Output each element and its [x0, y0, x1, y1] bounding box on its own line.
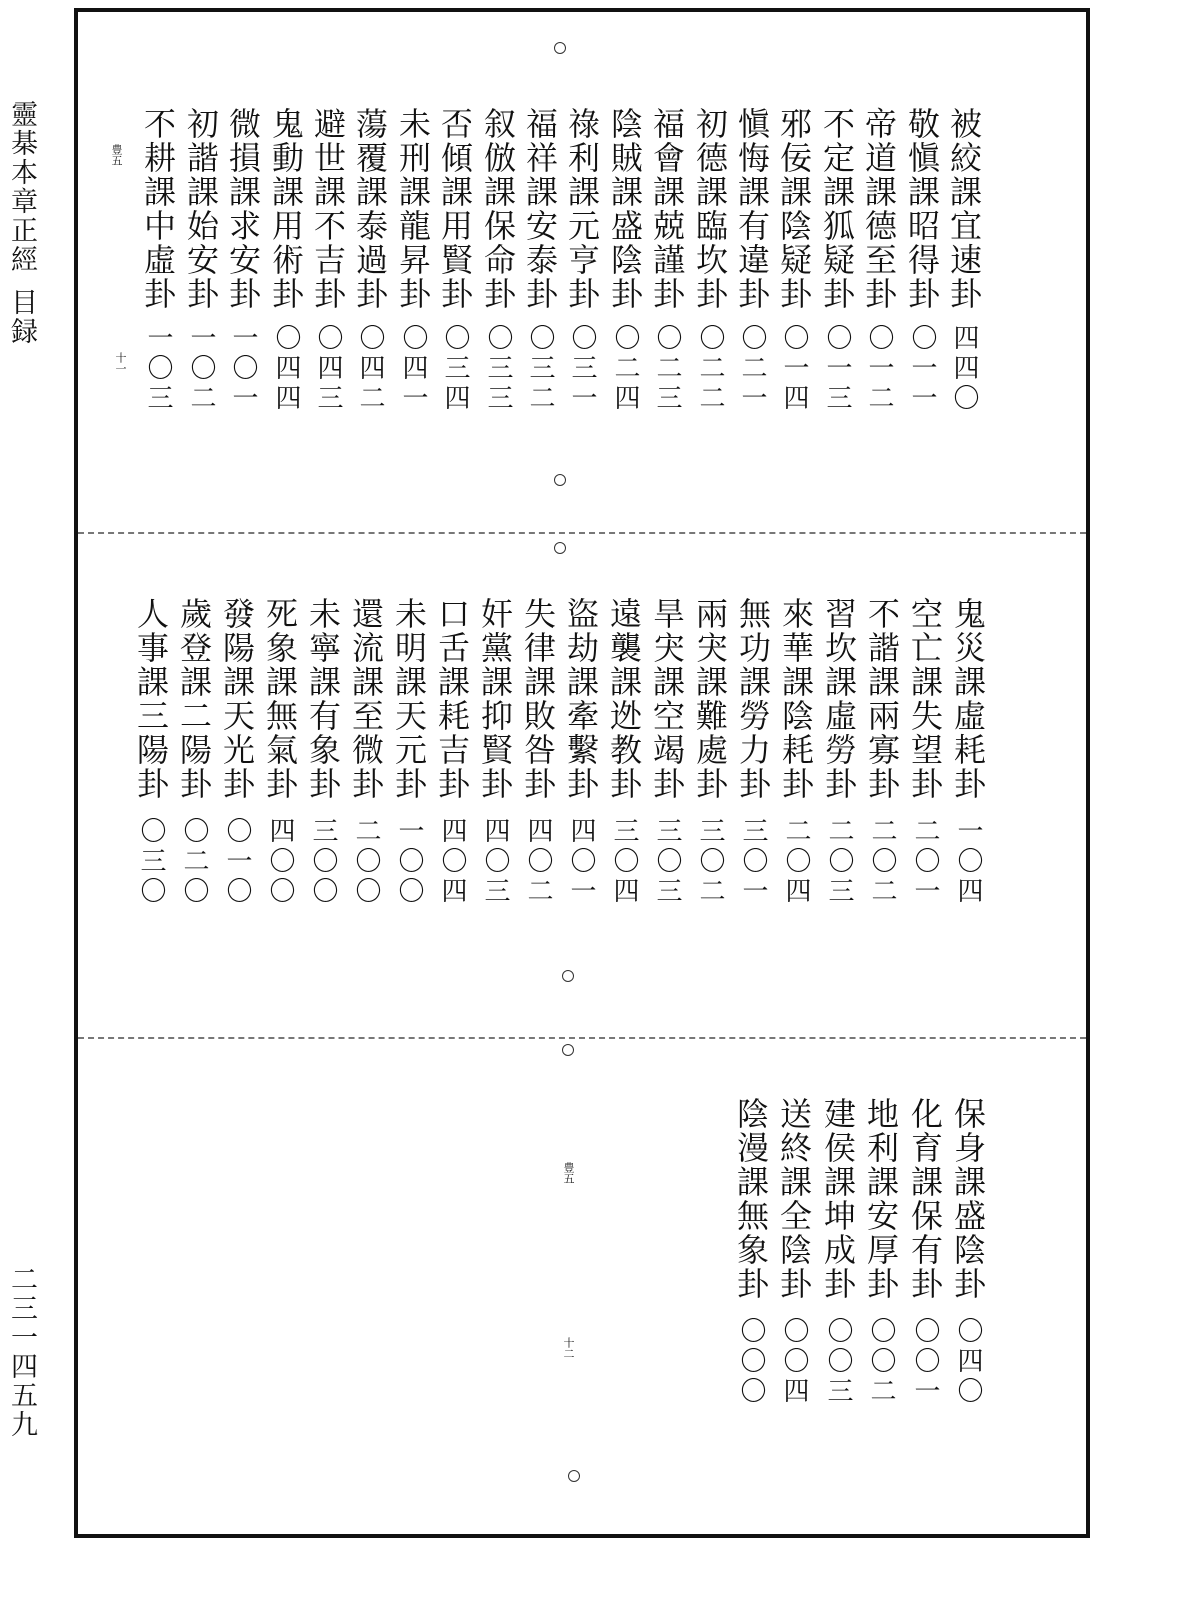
entry-title: 發陽課天光卦	[218, 597, 256, 801]
entry-title: 愼悔課有違卦	[733, 107, 771, 311]
margin-book-title	[6, 100, 36, 346]
entry-number: 四〇一	[566, 817, 596, 907]
entry-number: 〇四四	[271, 324, 301, 414]
entry-title: 人事課三陽卦	[132, 597, 170, 801]
entry-title: 初德課臨坎卦	[691, 107, 729, 311]
entry-title: 還流課至微卦	[347, 597, 385, 801]
entry-title: 歲登課二陽卦	[175, 597, 213, 801]
entry-number: 〇〇一	[910, 1317, 940, 1407]
entry-number: 四〇三	[480, 817, 510, 907]
fold-circle-mark	[554, 42, 566, 54]
entry-number: 四〇二	[523, 817, 553, 907]
entry-title: 福祥課安泰卦	[521, 107, 559, 311]
entry-number: 三〇〇	[308, 817, 338, 907]
fold-circle-mark	[562, 970, 574, 982]
entry-number: 〇四二	[355, 324, 385, 414]
entry-number: 一〇〇	[394, 817, 424, 907]
entry-number: 二〇二	[867, 817, 897, 907]
entry-title: 帝道課德至卦	[860, 107, 898, 311]
fold-circle-mark	[562, 1044, 574, 1056]
entry-number: 〇二三	[652, 324, 682, 414]
entry-title: 無功課勞力卦	[734, 597, 772, 801]
entry-title: 空亡課失望卦	[906, 597, 944, 801]
entry-number: 〇二四	[610, 324, 640, 414]
entry-title: 盜劫課牽繫卦	[562, 597, 600, 801]
entry-title: 未寧課有象卦	[304, 597, 342, 801]
entry-title: 陰漫課無象卦	[732, 1097, 770, 1301]
entry-title: 不諧課兩寡卦	[863, 597, 901, 801]
entry-title: 保身課盛陰卦	[949, 1097, 987, 1301]
entry-number: 三〇三	[652, 817, 682, 907]
entry-number: 〇〇二	[866, 1317, 896, 1407]
entry-title: 死象課無氣卦	[261, 597, 299, 801]
entry-number: 〇二〇	[179, 817, 209, 907]
entry-number: 〇二一	[737, 324, 767, 414]
entry-title: 否傾課用賢卦	[436, 107, 474, 311]
entry-number: 〇三〇	[136, 817, 166, 907]
entry-title: 建侯課坤成卦	[819, 1097, 857, 1301]
entry-number: 二〇〇	[351, 817, 381, 907]
entry-number: 一〇二	[186, 324, 216, 414]
entry-title: 不耕課中虛卦	[139, 107, 177, 311]
entry-number: 〇一三	[822, 324, 852, 414]
panel-divider	[78, 532, 1086, 534]
entry-number: 〇〇〇	[736, 1317, 766, 1407]
entry-number: 〇三三	[483, 324, 513, 414]
entry-number: 〇三一	[567, 324, 597, 414]
entry-title: 旱宊課空竭卦	[648, 597, 686, 801]
entry-number: 一〇一	[228, 324, 258, 414]
entry-title: 鬼災課虛耗卦	[949, 597, 987, 801]
entry-number: 二〇一	[910, 817, 940, 907]
entry-number: 二〇三	[824, 817, 854, 907]
entry-title: 口舌課耗吉卦	[433, 597, 471, 801]
entry-title: 陰賊課盛陰卦	[606, 107, 644, 311]
margin-note: 豊五	[110, 144, 123, 166]
entry-number: 〇一二	[864, 324, 894, 414]
entry-title: 失律課敗咎卦	[519, 597, 557, 801]
entry-number: 〇四一	[398, 324, 428, 414]
entry-title: 微損課求安卦	[224, 107, 262, 311]
entry-number: 〇二二	[695, 324, 725, 414]
entry-title: 來華課陰耗卦	[777, 597, 815, 801]
margin-note: 十一	[114, 352, 127, 374]
entry-title: 送終課全陰卦	[775, 1097, 813, 1301]
entry-number: 二〇四	[781, 817, 811, 907]
entry-number: 三〇二	[695, 817, 725, 907]
entry-number: 〇一〇	[222, 817, 252, 907]
panel-divider	[78, 1037, 1086, 1039]
margin-note: 十二	[562, 1337, 575, 1359]
margin-note: 豊五	[562, 1162, 575, 1184]
entry-title: 不定課狐疑卦	[818, 107, 856, 311]
entry-title: 地利課安厚卦	[862, 1097, 900, 1301]
entry-title: 敬愼課昭得卦	[903, 107, 941, 311]
entry-title: 遠襲課迯教卦	[605, 597, 643, 801]
entry-number: 四〇四	[437, 817, 467, 907]
entry-title: 奸黨課抑賢卦	[476, 597, 514, 801]
entry-title: 祿利課元亨卦	[563, 107, 601, 311]
entry-number: 三〇一	[738, 817, 768, 907]
fold-circle-mark	[568, 1470, 580, 1482]
entry-title: 被絞課宜速卦	[945, 107, 983, 311]
entry-number: 〇一四	[779, 324, 809, 414]
entry-title: 未刑課龍昇卦	[394, 107, 432, 311]
entry-number: 〇〇三	[823, 1317, 853, 1407]
entry-number: 〇三二	[525, 324, 555, 414]
entry-number: 四四〇	[949, 324, 979, 414]
section-label: 目録	[6, 288, 37, 346]
entry-number: 〇三四	[440, 324, 470, 414]
entry-title: 習坎課虛勞卦	[820, 597, 858, 801]
entry-number: 〇一一	[907, 324, 937, 414]
fold-circle-mark	[554, 474, 566, 486]
entry-number: 〇〇四	[779, 1317, 809, 1407]
entry-title: 鬼動課用術卦	[267, 107, 305, 311]
entry-title: 邪佞課陰疑卦	[775, 107, 813, 311]
entry-title: 避世課不吉卦	[309, 107, 347, 311]
entry-title: 叙倣課保命卦	[479, 107, 517, 311]
entry-title: 化育課保有卦	[906, 1097, 944, 1301]
entry-number: 〇四三	[313, 324, 343, 414]
entry-title: 蕩覆課泰過卦	[351, 107, 389, 311]
entry-title: 福會課兢謹卦	[648, 107, 686, 311]
fold-circle-mark	[554, 542, 566, 554]
entry-title: 未明課天元卦	[390, 597, 428, 801]
entry-number: 〇四〇	[953, 1317, 983, 1407]
margin-page-number: 二三一四五九	[6, 1265, 37, 1439]
page-frame	[74, 8, 1090, 1538]
book-title: 靈棊本章正經	[6, 100, 37, 274]
entry-number: 一〇四	[953, 817, 983, 907]
entry-number: 一〇三	[143, 324, 173, 414]
entry-number: 四〇〇	[265, 817, 295, 907]
entry-title: 兩宊課難處卦	[691, 597, 729, 801]
entry-number: 三〇四	[609, 817, 639, 907]
entry-title: 初諧課始安卦	[182, 107, 220, 311]
